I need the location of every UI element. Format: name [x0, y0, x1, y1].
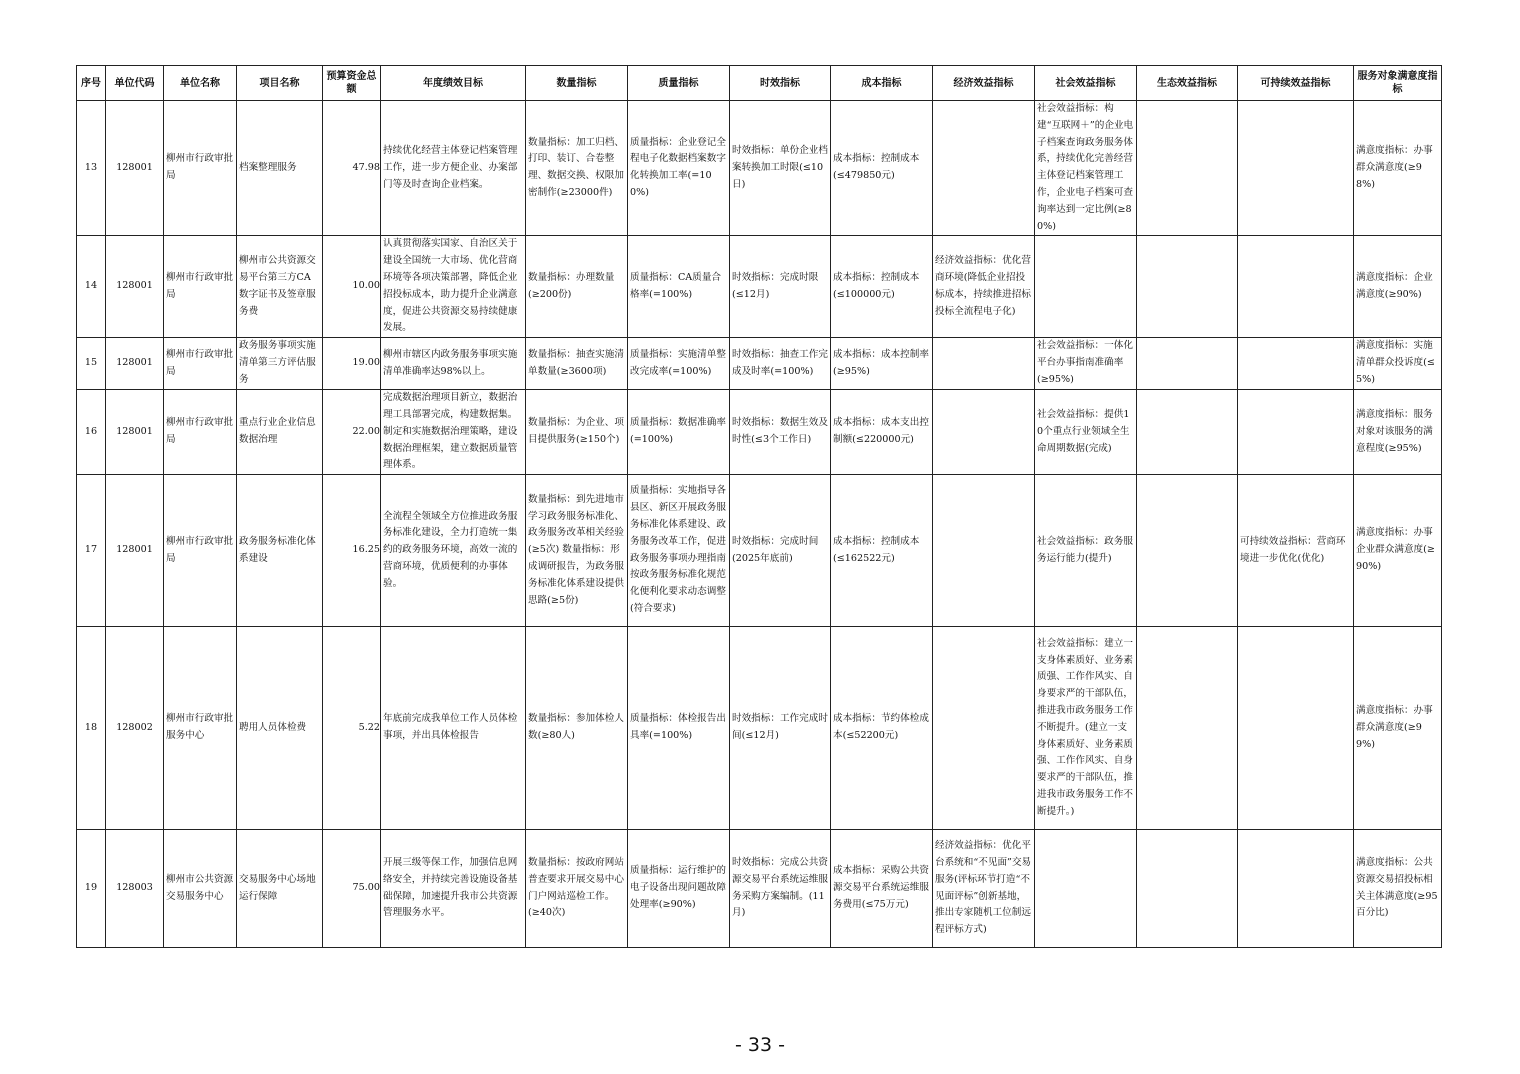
satisfaction-indicator: 满意度指标：办事群众满意度(≥99%): [1354, 627, 1442, 830]
quantity-indicator: 数量指标：抽查实施清单数量(≥3600项): [526, 338, 628, 390]
cost-indicator: 成本指标：成本支出控制额(≤220000元): [831, 390, 933, 475]
quality-indicator: 质量指标：运行维护的电子设备出现问题故障处理率(≥90%): [628, 830, 730, 948]
budget-amount: 16.25: [323, 475, 381, 627]
ecological-indicator: [1137, 475, 1238, 627]
header-cell: 经济效益指标: [933, 66, 1035, 101]
header-cell: 项目名称: [237, 66, 323, 101]
unit-name: 柳州市行政审批局: [164, 236, 237, 338]
quantity-indicator: 数量指标：到先进地市学习政务服务标准化、政务服务改革相关经验(≥5次) 数量指标：形成调研报告，为政务服务标准化体系建设提供思路(≥5份): [526, 475, 628, 627]
project-name: 政务服务事项实施清单第三方评估服务: [237, 338, 323, 390]
ecological-indicator: [1137, 101, 1238, 236]
timeliness-indicator: 时效指标：抽查工作完成及时率(=100%): [730, 338, 831, 390]
annual-goal: 认真贯彻落实国家、自治区关于建设全国统一大市场、优化营商环境等各项决策部署，降低企业招投标成本，助力提升企业满意度，促进公共资源交易持续健康发展。: [381, 236, 526, 338]
table-row: [77, 338, 1442, 390]
header-cell: 生态效益指标: [1137, 66, 1238, 101]
unit-name: 柳州市行政审批局: [164, 101, 237, 236]
project-name: 柳州市公共资源交易平台第三方CA数字证书及签章服务费: [237, 236, 323, 338]
satisfaction-indicator: 满意度指标：办事企业群众满意度(≥90%): [1354, 475, 1442, 627]
ecological-indicator: [1137, 830, 1238, 948]
budget-amount: 75.00: [323, 830, 381, 948]
header-cell: 服务对象满意度指标: [1354, 66, 1442, 101]
header-row: [77, 66, 1442, 101]
timeliness-indicator: 时效指标：完成时间(2025年底前): [730, 475, 831, 627]
row-number: 14: [77, 236, 106, 338]
unit-name: 柳州市行政审批局: [164, 475, 237, 627]
economic-indicator: [933, 101, 1035, 236]
table-row: [77, 475, 1442, 627]
row-number: 17: [77, 475, 106, 627]
quality-indicator: 质量指标：实施清单整改完成率(=100%): [628, 338, 730, 390]
header-cell: 年度绩效目标: [381, 66, 526, 101]
header-cell: 时效指标: [730, 66, 831, 101]
quantity-indicator: 数量指标：为企业、项目提供服务(≥150个): [526, 390, 628, 475]
satisfaction-indicator: 满意度指标：服务对象对该服务的满意程度(≥95%): [1354, 390, 1442, 475]
annual-goal: 年底前完成我单位工作人员体检事项，并出具体检报告: [381, 627, 526, 830]
project-name: 重点行业企业信息数据治理: [237, 390, 323, 475]
quantity-indicator: 数量指标：参加体检人数(≥80人): [526, 627, 628, 830]
ecological-indicator: [1137, 338, 1238, 390]
annual-goal: 全流程全领域全方位推进政务服务标准化建设，全力打造统一集约的政务服务环境，高效一流的营商环境，优质便利的办事体验。: [381, 475, 526, 627]
satisfaction-indicator: 满意度指标：公共资源交易招投标相关主体满意度(≥95百分比): [1354, 830, 1442, 948]
row-number: 16: [77, 390, 106, 475]
header-cell: 预算资金总额: [323, 66, 381, 101]
performance-table: [76, 65, 1442, 948]
budget-amount: 10.00: [323, 236, 381, 338]
unit-name: 柳州市行政审批局: [164, 390, 237, 475]
header-cell: 单位代码: [106, 66, 164, 101]
economic-indicator: [933, 390, 1035, 475]
quality-indicator: 质量指标：数据准确率(=100%): [628, 390, 730, 475]
quantity-indicator: 数量指标：加工归档、打印、装订、合卷整理、数据交换、权限加密制作(≥23000件): [526, 101, 628, 236]
social-indicator: [1035, 236, 1137, 338]
header-cell: 社会效益指标: [1035, 66, 1137, 101]
unit-code: 128001: [106, 338, 164, 390]
sustainable-indicator: [1238, 830, 1354, 948]
unit-name: 柳州市公共资源交易服务中心: [164, 830, 237, 948]
project-name: 档案整理服务: [237, 101, 323, 236]
economic-indicator: [933, 627, 1035, 830]
header-cell: 成本指标: [831, 66, 933, 101]
budget-amount: 5.22: [323, 627, 381, 830]
timeliness-indicator: 时效指标：单份企业档案转换加工时限(≤10日): [730, 101, 831, 236]
header-cell: 单位名称: [164, 66, 237, 101]
cost-indicator: 成本指标：成本控制率(≥95%): [831, 338, 933, 390]
project-name: 交易服务中心场地运行保障: [237, 830, 323, 948]
cost-indicator: 成本指标：采购公共资源交易平台系统运维服务费用(≤75万元): [831, 830, 933, 948]
page-number: - 33 -: [735, 1034, 785, 1056]
ecological-indicator: [1137, 627, 1238, 830]
sustainable-indicator: [1238, 236, 1354, 338]
quality-indicator: 质量指标：体检报告出具率(=100%): [628, 627, 730, 830]
budget-amount: 22.00: [323, 390, 381, 475]
annual-goal: 开展三级等保工作，加强信息网络安全，并持续完善设施设备基础保障，加速提升我市公共资源管理服务水平。: [381, 830, 526, 948]
table-row: [77, 627, 1442, 830]
satisfaction-indicator: 满意度指标：实施清单群众投诉度(≤5%): [1354, 338, 1442, 390]
social-indicator: 社会效益指标：提供10个重点行业领域全生命周期数据(完成): [1035, 390, 1137, 475]
sustainable-indicator: [1238, 338, 1354, 390]
budget-amount: 47.98: [323, 101, 381, 236]
header-cell: 可持续效益指标: [1238, 66, 1354, 101]
table-row: [77, 830, 1442, 948]
satisfaction-indicator: 满意度指标：办事群众满意度(≥98%): [1354, 101, 1442, 236]
project-name: 聘用人员体检费: [237, 627, 323, 830]
quality-indicator: 质量指标：企业登记全程电子化数据档案数字化转换加工率(=100%): [628, 101, 730, 236]
header-cell: 序号: [77, 66, 106, 101]
unit-code: 128001: [106, 390, 164, 475]
annual-goal: 持续优化经营主体登记档案管理工作，进一步方便企业、办案部门等及时查询企业档案。: [381, 101, 526, 236]
annual-goal: 柳州市辖区内政务服务事项实施清单准确率达98%以上。: [381, 338, 526, 390]
timeliness-indicator: 时效指标：数据生效及时性(≤3个工作日): [730, 390, 831, 475]
quality-indicator: 质量指标：实地指导各县区、新区开展政务服务标准化体系建设、政务服务改革工作，促进政务服务事项办理指南按政务服务标准化规范化便利化要求动态调整(符合要求): [628, 475, 730, 627]
sustainable-indicator: [1238, 390, 1354, 475]
sustainable-indicator: [1238, 101, 1354, 236]
quality-indicator: 质量指标：CA质量合格率(=100%): [628, 236, 730, 338]
annual-goal: 完成数据治理项目新立，数据治理工具部署完成，构建数据集。制定和实施数据治理策略，建设数据治理框架，建立数据质量管理体系。: [381, 390, 526, 475]
row-number: 15: [77, 338, 106, 390]
economic-indicator: 经济效益指标：优化营商环境(降低企业招投标成本，持续推进招标投标全流程电子化): [933, 236, 1035, 338]
header-cell: 质量指标: [628, 66, 730, 101]
timeliness-indicator: 时效指标：完成时限(≤12月): [730, 236, 831, 338]
budget-amount: 19.00: [323, 338, 381, 390]
timeliness-indicator: 时效指标：完成公共资源交易平台系统运维服务采购方案编制。(11月): [730, 830, 831, 948]
unit-code: 128003: [106, 830, 164, 948]
table-row: [77, 101, 1442, 236]
unit-code: 128001: [106, 101, 164, 236]
social-indicator: [1035, 830, 1137, 948]
ecological-indicator: [1137, 390, 1238, 475]
timeliness-indicator: 时效指标：工作完成时间(≤12月): [730, 627, 831, 830]
unit-code: 128002: [106, 627, 164, 830]
economic-indicator: [933, 338, 1035, 390]
cost-indicator: 成本指标：控制成本(≤479850元): [831, 101, 933, 236]
cost-indicator: 成本指标：控制成本(≤162522元): [831, 475, 933, 627]
social-indicator: 社会效益指标：建立一支身体素质好、业务素质强、工作作风实、自身要求严的干部队伍，推进我市政务服务工作不断提升。(建立一支身体素质好、业务素质强、工作作风实、自身要求严的干部队伍，推进我市政务服务工作不断提升。): [1035, 627, 1137, 830]
table-row: [77, 236, 1442, 338]
sustainable-indicator: [1238, 627, 1354, 830]
cost-indicator: 成本指标：节约体检成本(≤52200元): [831, 627, 933, 830]
quantity-indicator: 数量指标：办理数量(≥200份): [526, 236, 628, 338]
unit-code: 128001: [106, 236, 164, 338]
unit-name: 柳州市行政审批服务中心: [164, 627, 237, 830]
ecological-indicator: [1137, 236, 1238, 338]
social-indicator: 社会效益指标：政务服务运行能力(提升): [1035, 475, 1137, 627]
unit-name: 柳州市行政审批局: [164, 338, 237, 390]
table-row: [77, 390, 1442, 475]
project-name: 政务服务标准化体系建设: [237, 475, 323, 627]
row-number: 13: [77, 101, 106, 236]
header-cell: 数量指标: [526, 66, 628, 101]
quantity-indicator: 数量指标：按政府网站普查要求开展交易中心门户网站巡检工作。(≥40次): [526, 830, 628, 948]
economic-indicator: 经济效益指标：优化平台系统和“不见面”交易服务(评标环节打造“不见面评标”创新基地，推出专家随机工位制远程评标方式): [933, 830, 1035, 948]
cost-indicator: 成本指标：控制成本(≤100000元): [831, 236, 933, 338]
row-number: 19: [77, 830, 106, 948]
row-number: 18: [77, 627, 106, 830]
sustainable-indicator: 可持续效益指标：营商环境进一步优化(优化): [1238, 475, 1354, 627]
satisfaction-indicator: 满意度指标：企业满意度(≥90%): [1354, 236, 1442, 338]
social-indicator: 社会效益指标：一体化平台办事指南准确率(≥95%): [1035, 338, 1137, 390]
unit-code: 128001: [106, 475, 164, 627]
social-indicator: 社会效益指标：构建“互联网＋”的企业电子档案查询政务服务体系，持续优化完善经营主体登记档案管理工作，企业电子档案可查询率达到一定比例(≥80%): [1035, 101, 1137, 236]
economic-indicator: [933, 475, 1035, 627]
